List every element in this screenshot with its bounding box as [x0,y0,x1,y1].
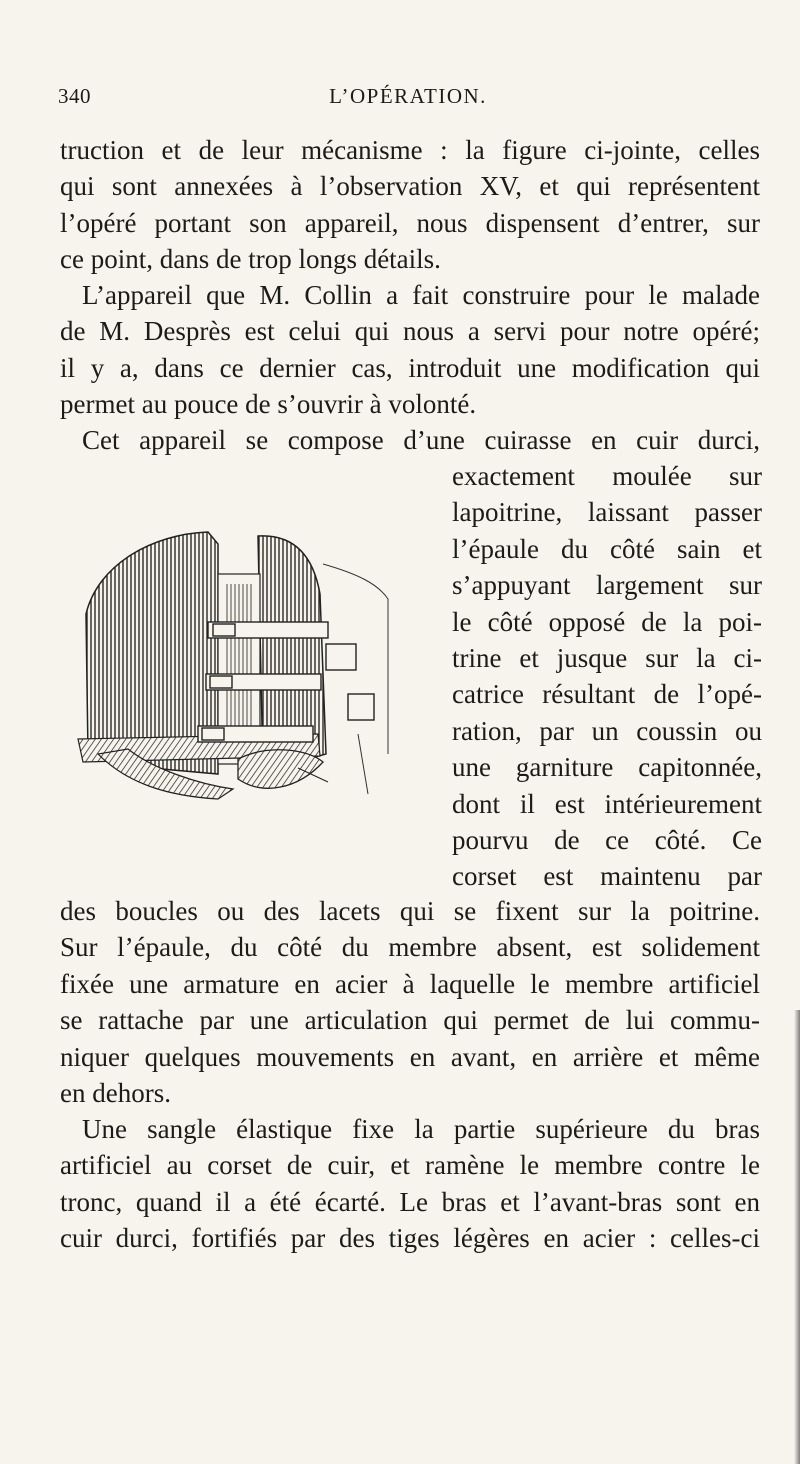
text-line: exactement moulée sur [452,461,762,491]
text-line: se rattache par une articulation qui permet de lui commu- [60,1005,760,1036]
text-line: ce point, dans de trop longs détails. [60,244,441,275]
text-line: trine et jusque sur la ci- [452,643,762,674]
text-line: le côté opposé de la poi- [452,606,762,637]
paragraph-4 [60,1111,760,1257]
paragraph-3-first-line [60,422,760,458]
text-line: Une sangle élastique fixe la partie supérieure du bras [82,1114,760,1144]
text-line: l’épaule du côté sain et [452,533,762,564]
text-line: artificiel au corset de cuir, et ramène le membre contre le [60,1150,760,1181]
text-line: ration, par un coussin ou [452,715,762,746]
text-line: Sur l’épaule, du côté du membre absent, est solidement [60,932,760,963]
text-line: permet au pouce de s’ouvrir à volonté. [60,389,477,420]
paragraph-2 [60,277,760,423]
page-edge-shadow [794,1010,800,1464]
text-line: corset est maintenu par [452,861,762,892]
text-line: pourvu de ce côté. Ce [452,825,762,856]
text-line: des boucles ou des lacets qui se fixent sur la poitrine. [60,896,760,926]
text-line: dont il est intérieurement [452,788,762,819]
text-line: en dehors. [60,1078,171,1109]
text-line: cuir durci, fortifiés par des tiges légères en acier : celles-ci [60,1223,760,1254]
text-line: une garniture capitonnée, [452,752,762,783]
text-line: catrice résultant de l’opé- [452,679,762,710]
text-line: Cet appareil se compose d’une cuirasse en cuir durci, [82,425,760,455]
text-line: lapoitrine, laissant passer [452,497,762,528]
text-line: L’appareil que M. Collin a fait construire pour le malade [82,280,760,310]
corset-illustration [58,504,450,800]
paragraph-1 [60,132,760,278]
page-header [58,84,758,114]
text-line: fixée une armature en acier à laquelle le membre artificiel [60,968,760,999]
text-line: tronc, quand il a été écarté. Le bras et l’avant-bras sont en [60,1186,760,1217]
text-line: s’appuyant largement sur [452,570,762,601]
paragraph-3-column [452,458,762,895]
text-line: il y a, dans ce dernier cas, introduit une modification qui [60,352,760,383]
paragraph-3-continued [60,893,760,1111]
running-head: L’OPÉRATION. [329,84,487,108]
text-line: l’opéré portant son appareil, nous dispensent d’entrer, sur [60,207,760,238]
page-number: 340 [58,84,91,108]
text-line: qui sont annexées à l’observation XV, et qui représentent [60,171,760,202]
text-line: de M. Desprès est celui qui nous a servi pour notre opéré; [60,316,760,347]
text-line: niquer quelques mouvements en avant, en arrière et même [60,1041,760,1072]
text-line: truction et de leur mécanisme : la figure ci-jointe, celles [60,135,760,165]
